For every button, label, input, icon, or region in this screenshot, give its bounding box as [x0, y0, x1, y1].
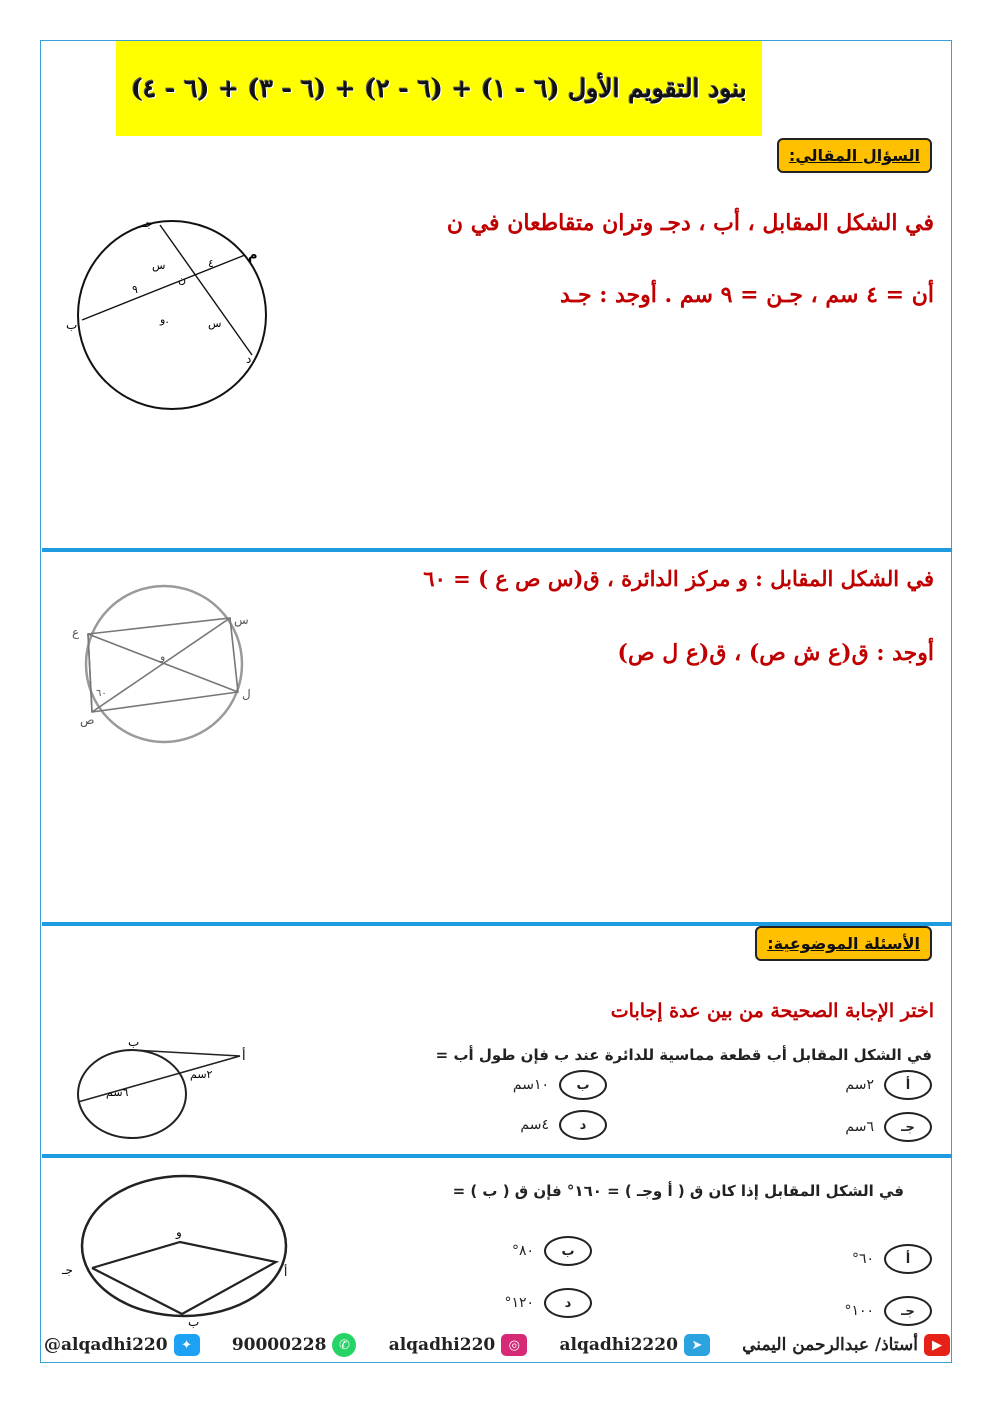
q1-label-six: ٦سم — [106, 1086, 129, 1099]
divider-1 — [42, 548, 952, 552]
q2-option-b-value: ٨٠° — [511, 1243, 534, 1259]
q1-option-c-value: ٦سم — [845, 1119, 874, 1135]
footer-instagram[interactable] — [389, 1334, 528, 1356]
q1-option-a-value: ٢سم — [845, 1077, 874, 1093]
q1-option-b-key: ب — [559, 1070, 607, 1100]
q2-option-d-value: ١٢٠° — [504, 1295, 534, 1311]
s1-circle-figure — [60, 215, 280, 415]
footer-instagram-handle: alqadhi220 — [388, 1335, 496, 1355]
youtube-icon: ▶ — [924, 1334, 950, 1356]
s1-label-b: ب — [66, 318, 78, 332]
footer-whatsapp-number: 90000228 — [231, 1335, 327, 1355]
q1-text: في الشكل المقابل أب قطعة مماسية للدائرة عند ب فإن طول أب = — [435, 1046, 932, 1064]
s2-line2: أوجد : ق(ع ش ص) ، ق(ع ل ص) — [617, 640, 934, 666]
q1-option-d[interactable] — [520, 1110, 607, 1140]
q2-option-c-key: جـ — [884, 1296, 932, 1326]
q1-option-a-key: أ — [884, 1070, 932, 1100]
q2-option-b[interactable] — [512, 1236, 592, 1266]
divider-3 — [42, 1154, 952, 1158]
s1-line2: أن = ٤ سم ، جـن = ٩ سم . أوجد : جـد — [559, 282, 934, 308]
q2-option-b-key: ب — [544, 1236, 592, 1266]
s2-label-ain: ع — [72, 625, 80, 639]
s1-label-four: ٤ — [208, 257, 214, 270]
footer-telegram-handle: alqadhi2220 — [559, 1335, 678, 1355]
banner-title: بنود التقويم الأول (٦ - ١) + (٦ - ٢) + (٦ - ٣) + (٦ - ٤) — [131, 74, 747, 103]
s1-label-n: ن — [178, 273, 187, 286]
s1-label-d: د — [246, 352, 252, 366]
s1-label-s2: س — [208, 317, 222, 330]
q1-label-b: ب — [128, 1036, 140, 1049]
q2-label-a: أ — [284, 1265, 288, 1279]
q2-option-a-value: ٦٠° — [851, 1251, 874, 1267]
s2-label-sin: س — [234, 613, 249, 627]
s1-label-s1: س — [152, 259, 166, 272]
s2-label-w: و — [160, 650, 166, 663]
s2-line1: في الشكل المقابل : و مركز الدائرة ، ق(س ص ع ) = ٦٠ — [423, 566, 934, 591]
q2-option-a[interactable] — [852, 1244, 932, 1274]
s2-label-angle: ٦٠ — [96, 688, 107, 699]
footer-twitter-handle: @alqadhi220 — [44, 1335, 168, 1355]
s1-line1: في الشكل المقابل ، أب ، دجـ وتران متقاطعان في ن — [446, 210, 934, 236]
q2-label-w: و — [176, 1225, 182, 1239]
objective-questions-tag: الأسئلة الموضوعية: — [755, 926, 932, 961]
q2-option-d[interactable] — [504, 1288, 592, 1318]
q1-label-a: أ — [242, 1049, 246, 1064]
whatsapp-icon: ✆ — [332, 1333, 356, 1357]
q2-circle-figure — [58, 1168, 298, 1328]
twitter-icon: ✦ — [174, 1334, 200, 1356]
q1-label-two: ٢سم — [190, 1068, 213, 1081]
s1-label-nine: ٩ — [132, 283, 138, 296]
s1-label-a: م — [248, 248, 258, 263]
q1-option-a[interactable] — [845, 1070, 932, 1100]
q1-option-d-value: ٤سم — [520, 1117, 549, 1133]
q1-option-b-value: ١٠سم — [512, 1077, 549, 1093]
footer-twitter[interactable] — [44, 1334, 200, 1356]
title-banner — [116, 41, 762, 136]
q1-tangent-figure — [70, 1036, 270, 1146]
q2-option-c-value: ١٠٠° — [844, 1303, 874, 1319]
s2-label-sad: ص — [80, 713, 95, 727]
footer-telegram[interactable] — [560, 1334, 710, 1356]
s2-circle-figure — [62, 572, 262, 752]
s2-label-lam: ل — [242, 687, 251, 701]
s1-label-w: و. — [160, 313, 169, 326]
footer-youtube[interactable] — [742, 1334, 950, 1356]
q2-option-a-key: أ — [884, 1244, 932, 1274]
q1-option-b[interactable] — [513, 1070, 607, 1100]
instagram-icon: ◎ — [501, 1334, 527, 1356]
s3-instruction: اختر الإجابة الصحيحة من بين عدة إجابات — [610, 1000, 934, 1022]
q1-option-d-key: د — [559, 1110, 607, 1140]
footer-teacher-name: أستاذ/ عبدالرحمن اليمني — [742, 1335, 918, 1355]
q1-option-c-key: جـ — [884, 1112, 932, 1142]
q2-option-d-key: د — [544, 1288, 592, 1318]
q2-text: في الشكل المقابل إذا كان ق ( أ وجـ ) = ١٦٠° فإن ق ( ب ) = — [452, 1182, 904, 1200]
q2-label-b: ب — [188, 1315, 200, 1328]
footer — [44, 1328, 950, 1362]
s1-label-j: جـ — [142, 216, 153, 230]
footer-whatsapp[interactable] — [232, 1333, 357, 1357]
telegram-icon: ➤ — [684, 1334, 710, 1356]
q1-option-c[interactable] — [845, 1112, 932, 1142]
q2-label-j: جـ — [62, 1263, 73, 1277]
q2-option-c[interactable] — [844, 1296, 932, 1326]
essay-question-tag: السؤال المقالي: — [777, 138, 932, 173]
